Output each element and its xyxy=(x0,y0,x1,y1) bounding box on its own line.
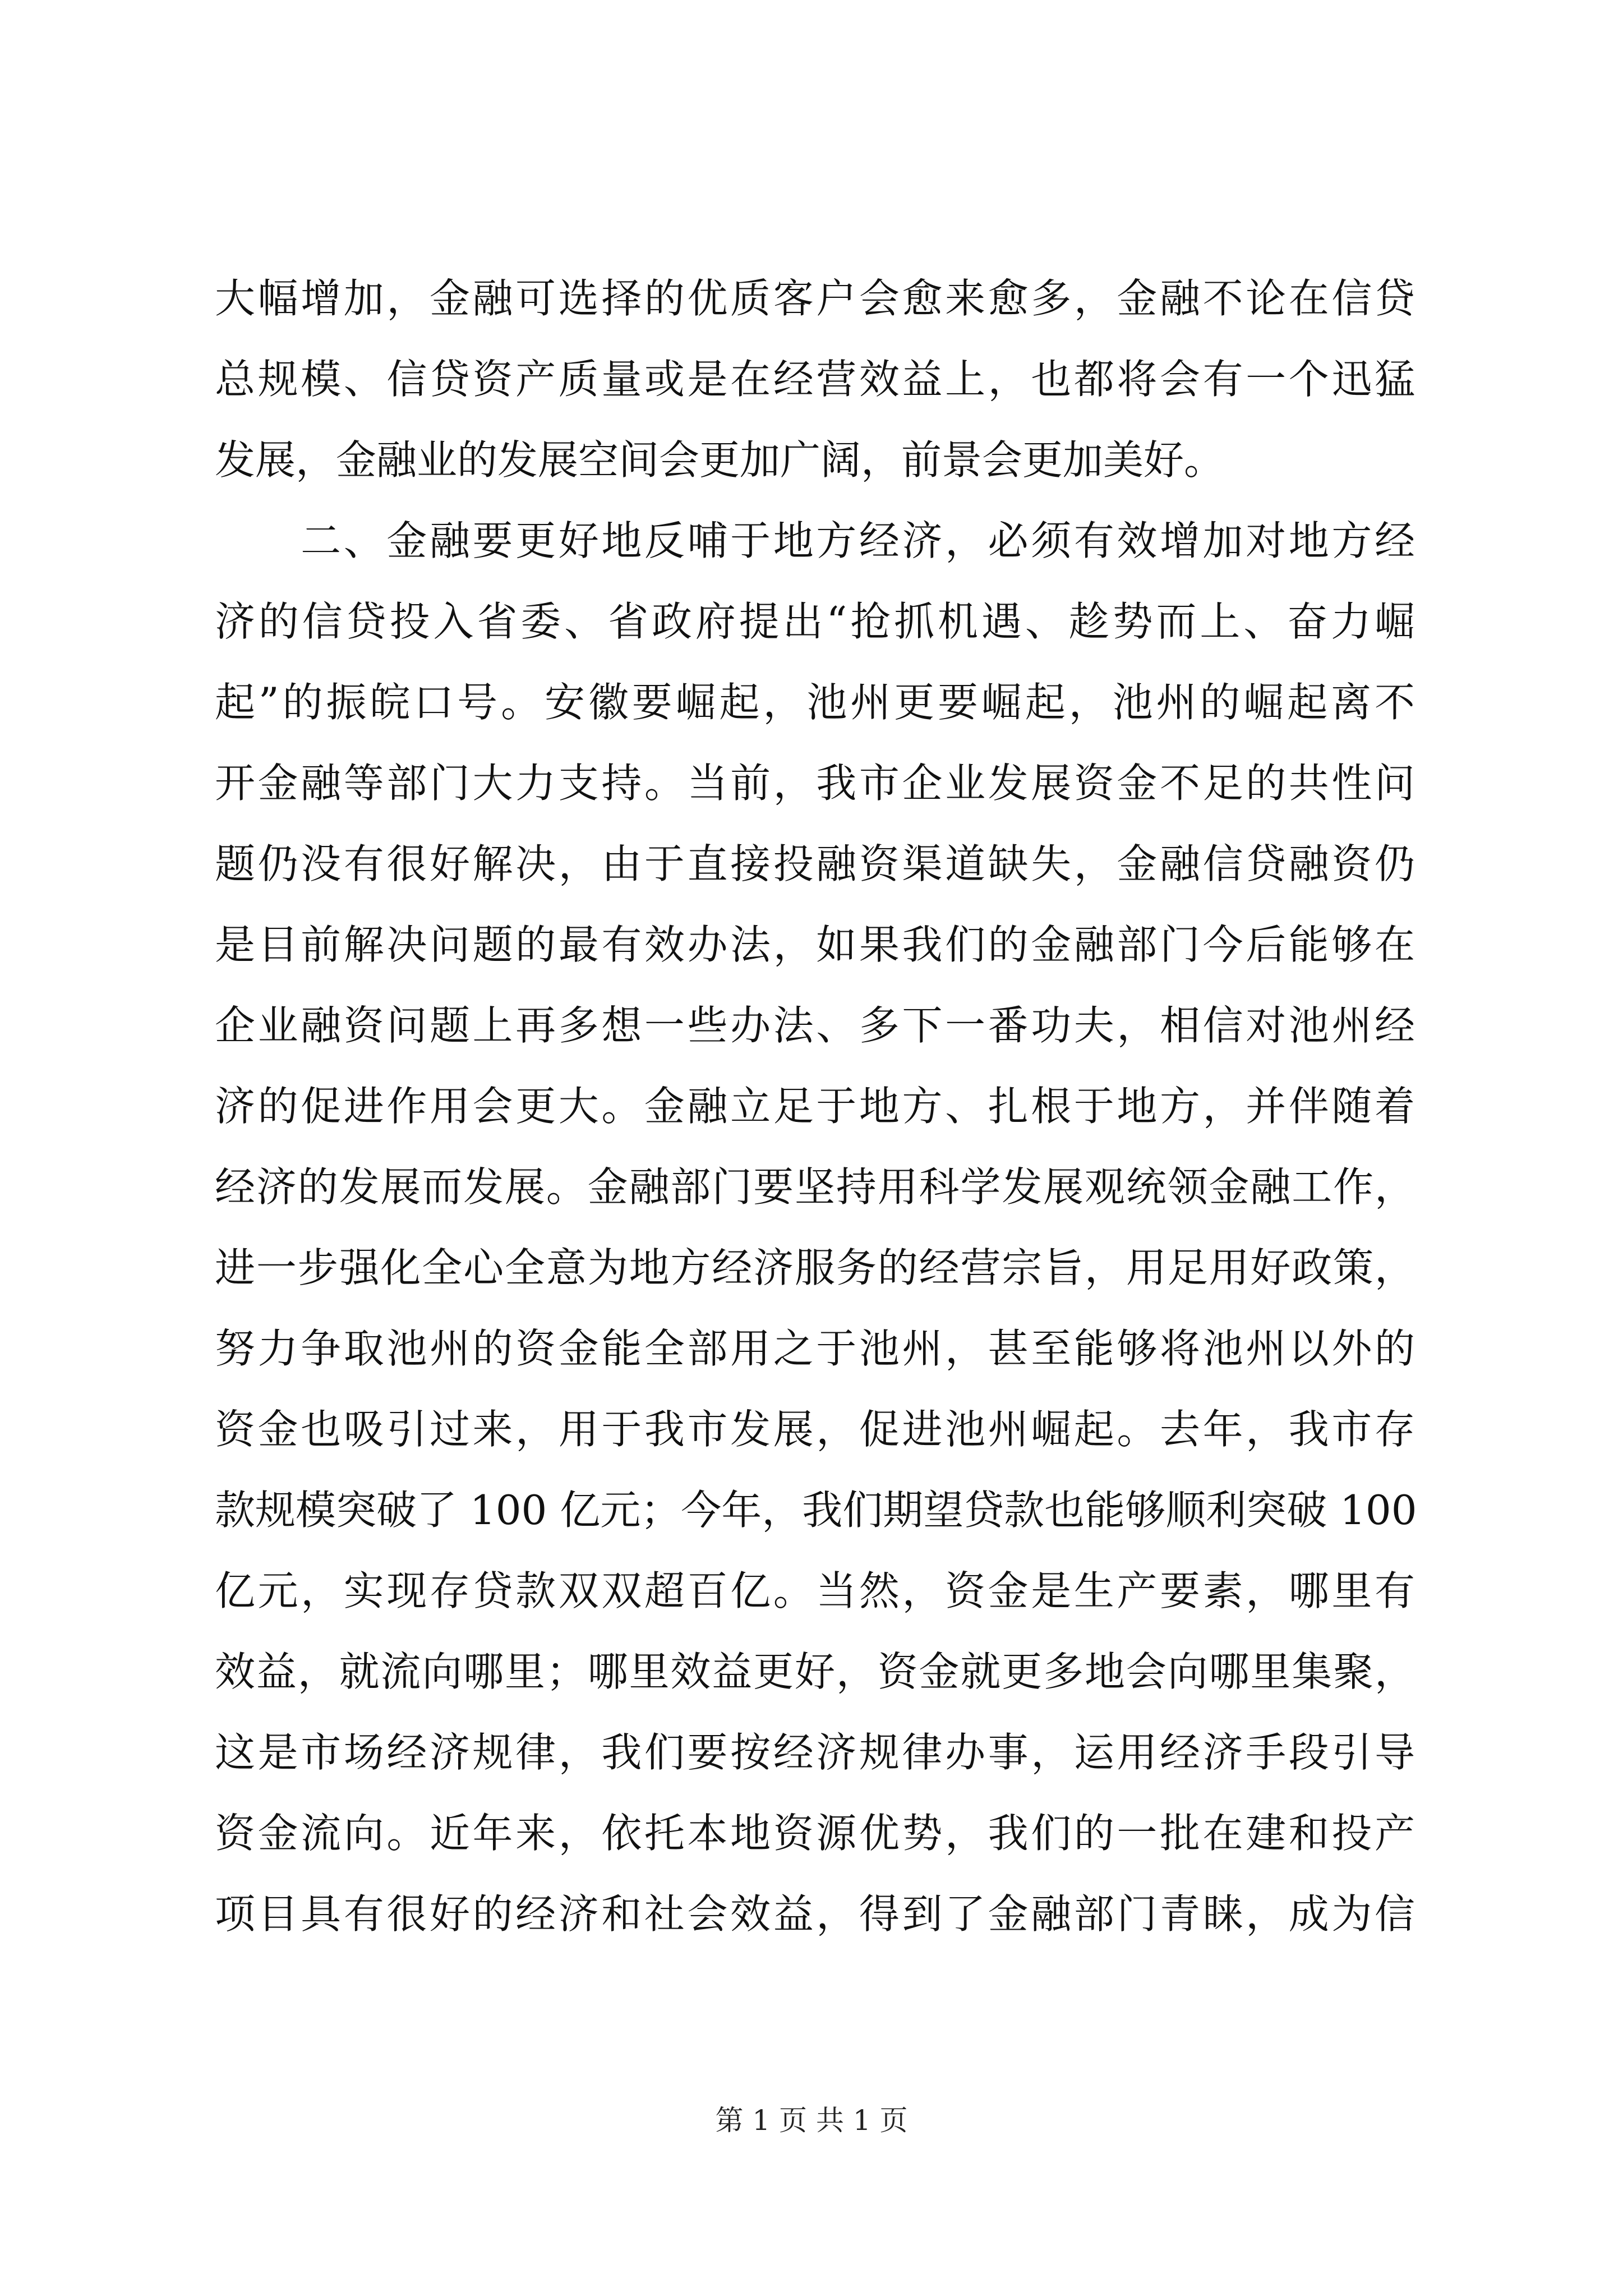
text-line: 经济的发展而发展。金融部门要坚持用科学发展观统领金融工作， xyxy=(215,1163,1415,1211)
text-line: 开金融等部门大力支持。当前，我市企业发展资金不足的共性问 xyxy=(215,760,1415,807)
text-line: 进一步强化全心全意为地方经济服务的经营宗旨，用足用好政策， xyxy=(215,1244,1415,1291)
text-line: 努力争取池州的资金能全部用之于池州，甚至能够将池州以外的 xyxy=(215,1325,1415,1372)
text-line: 效益，就流向哪里；哪里效益更好，资金就更多地会向哪里集聚， xyxy=(215,1648,1415,1695)
text-line: 发展，金融业的发展空间会更加广阔，前景会更加美好。 xyxy=(215,436,1225,484)
text-line: 济的促进作用会更大。金融立足于地方、扎根于地方，并伴随着 xyxy=(215,1083,1415,1130)
text-line: 大幅增加，金融可选择的优质客户会愈来愈多，金融不论在信贷 xyxy=(215,275,1415,322)
text-line: 二、金融要更好地反哺于地方经济，必须有效增加对地方经 xyxy=(215,517,1415,564)
text-line: 总规模、信贷资产质量或是在经营效益上，也都将会有一个迅猛 xyxy=(215,356,1415,403)
text-line: 起”的振皖口号。安徽要崛起，池州更要崛起，池州的崛起离不 xyxy=(215,679,1415,726)
text-line: 款规模突破了 100 亿元；今年，我们期望贷款也能够顺利突破 100 xyxy=(215,1487,1417,1534)
text-line: 项目具有很好的经济和社会效益，得到了金融部门青睐，成为信 xyxy=(215,1890,1415,1938)
body-text xyxy=(215,258,1415,1954)
text-line: 是目前解决问题的最有效办法，如果我们的金融部门今后能够在 xyxy=(215,921,1415,968)
text-line: 资金也吸引过来，用于我市发展，促进池州崛起。去年，我市存 xyxy=(215,1406,1415,1453)
text-line: 济的信贷投入省委、省政府提出“抢抓机遇、趁势而上、奋力崛 xyxy=(215,598,1415,645)
text-line: 企业融资问题上再多想一些办法、多下一番功夫，相信对池州经 xyxy=(215,1002,1415,1049)
text-line: 亿元，实现存贷款双双超百亿。当然，资金是生产要素，哪里有 xyxy=(215,1567,1415,1614)
text-line: 这是市场经济规律，我们要按经济规律办事，运用经济手段引导 xyxy=(215,1729,1415,1776)
page-footer: 第 1 页 共 1 页 xyxy=(715,2104,908,2137)
text-line: 资金流向。近年来，依托本地资源优势，我们的一批在建和投产 xyxy=(215,1810,1415,1857)
text-line: 题仍没有很好解决，由于直接投融资渠道缺失，金融信贷融资仍 xyxy=(215,840,1415,887)
